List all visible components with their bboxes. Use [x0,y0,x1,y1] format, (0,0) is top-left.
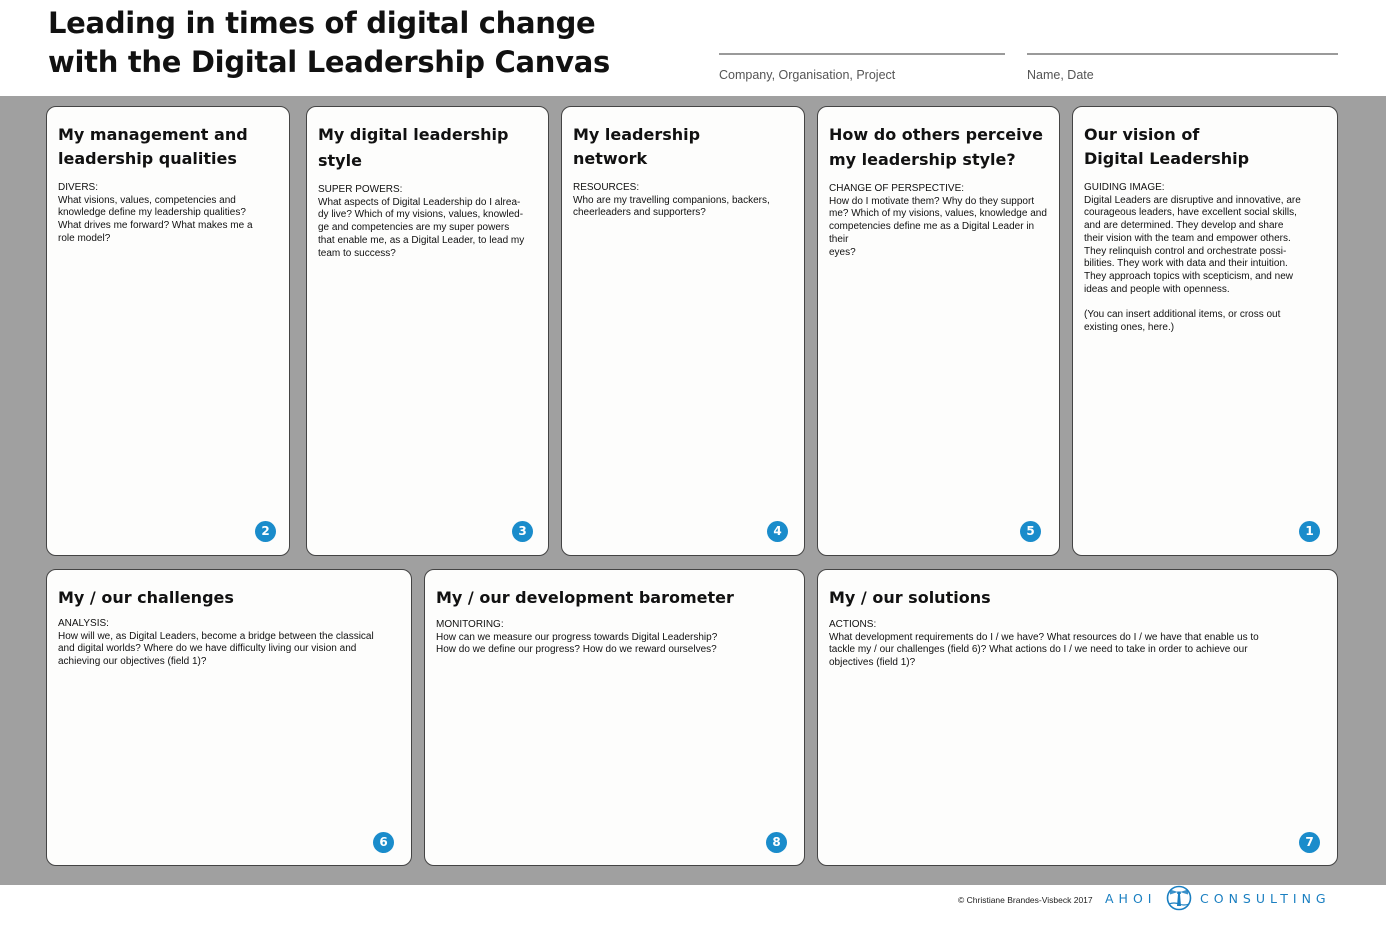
card-body [829,196,1048,260]
card-subheading: MONITORING: [436,619,504,630]
title-line-2: with the Digital Leadership Canvas [48,45,610,79]
card-title-line: My leadership [573,125,701,144]
company-field-line [719,53,1005,55]
card-development-barometer[interactable] [424,569,805,866]
card-subheading: GUIDING IMAGE: [1084,182,1165,193]
card-title [829,123,1048,172]
card-body-line: How will we, as Digital Leaders, become a bridge between the classical [58,630,374,642]
card-body-line: Digital Leaders are disruptive and innovative, are [1084,194,1301,206]
card-body-line: What visions, values, competencies and [58,194,236,206]
card-body-line: What aspects of Digital Leadership do I alrea- [318,196,521,208]
card-body-line: their vision with the team and empower others. [1084,232,1291,244]
card-title-line: How do others perceive [829,125,1043,144]
card-body-line: dy live? Which of my visions, values, knowled- [318,209,524,221]
card-challenges[interactable] [46,569,412,866]
card-number-badge: 3 [512,521,533,542]
card-body-line: How do I motivate them? Why do they support [829,195,1035,207]
card-title [58,123,278,171]
card-number-badge: 4 [767,521,788,542]
card-digital-leadership-style[interactable] [306,106,549,556]
card-title [829,586,1326,610]
card-title-line: Digital Leadership [1084,149,1250,168]
name-date-field-label: Name, Date [1027,68,1094,82]
lighthouse-icon [1166,885,1192,911]
card-title-line: Our vision of [1084,125,1200,144]
card-number-badge: 7 [1299,832,1320,853]
card-others-perception[interactable] [817,106,1060,556]
card-number-badge: 5 [1020,521,1041,542]
card-subheading: ACTIONS: [829,619,877,630]
card-body-line: role model? [58,232,111,244]
card-body-line: courageous leaders, have excellent social skills, [1084,207,1297,219]
card-number-badge: 6 [373,832,394,853]
card-body-line: tackle my / our challenges (field 6)? What actions do I / we need to take in order to achieve our [829,644,1248,656]
logo-text-left: AHOI [1105,891,1157,906]
card-body-line: competencies define me as a Digital Leader in their [829,221,1035,245]
card-body-line: objectives (field 1)? [829,657,916,669]
card-note-line: existing ones, here.) [1084,321,1175,333]
card-subheading: SUPER POWERS: [318,184,403,195]
card-title-line: My / our challenges [58,588,234,607]
card-number-badge: 1 [1299,521,1320,542]
card-body-line: me? Which of my visions, values, knowledge and [829,208,1047,220]
card-body-line: and digital worlds? Where do we have difficulty living our vision and [58,643,357,655]
card-body-line: What development requirements do I / we have? What resources do I / we have that enable us to [829,631,1259,643]
title-line-1: Leading in times of digital change [48,6,596,40]
card-title-line: leadership qualities [58,149,237,168]
card-body-line: What drives me forward? What makes me a [58,220,253,232]
card-body-line: How can we measure our progress towards Digital Leadership? [436,631,718,643]
card-title-line: My digital leadership [318,125,509,144]
card-body [58,631,400,669]
card-title-line: network [573,149,648,168]
card-management-qualities[interactable] [46,106,290,556]
card-body-line: ideas and people with openness. [1084,283,1230,295]
card-title-line: My / our solutions [829,588,991,607]
card-title-line: style [318,151,362,170]
card-subheading: DIVERS: [58,182,99,193]
card-note-line: (You can insert additional items, or cross out [1084,309,1281,321]
card-body-line: ge and competencies are my super powers [318,222,510,234]
card-body-line: They relinquish control and orchestrate possi- [1084,245,1287,257]
card-body [58,195,278,246]
card-body-line: and are determined. They develop and share [1084,220,1284,232]
card-body-line: team to success? [318,247,396,259]
card-body-line: knowledge define my leadership qualities? [58,207,246,219]
card-title [436,586,793,610]
company-field-label: Company, Organisation, Project [719,68,896,82]
card-title-line: my leadership style? [829,150,1016,169]
name-date-field[interactable] [1027,53,1338,82]
card-title-line: My / our development barometer [436,588,734,607]
card-title-line: My management and [58,125,248,144]
card-body [436,632,793,657]
card-body [318,197,537,261]
card-number-badge: 8 [766,832,787,853]
card-body-line: achieving our objectives (field 1)? [58,656,207,668]
card-title [318,123,537,173]
card-body [829,632,1326,670]
card-title [1084,123,1326,171]
card-body-line: They approach topics with scepticism, and new [1084,270,1293,282]
card-leadership-network[interactable] [561,106,805,556]
card-vision[interactable] [1072,106,1338,556]
card-body-line: cheerleaders and supporters? [573,207,706,219]
card-title [58,586,400,610]
page-title [48,4,610,82]
card-body-line: How do we define our progress? How do we reward ourselves? [436,644,717,656]
card-subheading: ANALYSIS: [58,618,109,629]
name-date-field-line [1027,53,1338,55]
card-body-line: that enable me, as a Digital Leader, to lead my [318,234,525,246]
card-body [573,195,793,220]
card-title [573,123,793,171]
card-body [1084,195,1326,335]
card-subheading: CHANGE OF PERSPECTIVE: [829,183,965,194]
logo-text-right: CONSULTING [1200,891,1331,906]
card-number-badge: 2 [255,521,276,542]
card-body-line: eyes? [829,246,856,258]
card-body-line: bilities. They work with data and their intuition. [1084,258,1288,270]
copyright-text: © Christiane Brandes-Visbeck 2017 [958,895,1093,905]
card-body-line: Who are my travelling companions, backers, [573,194,770,206]
company-field[interactable] [719,53,1005,82]
card-solutions[interactable] [817,569,1338,866]
card-subheading: RESOURCES: [573,182,640,193]
